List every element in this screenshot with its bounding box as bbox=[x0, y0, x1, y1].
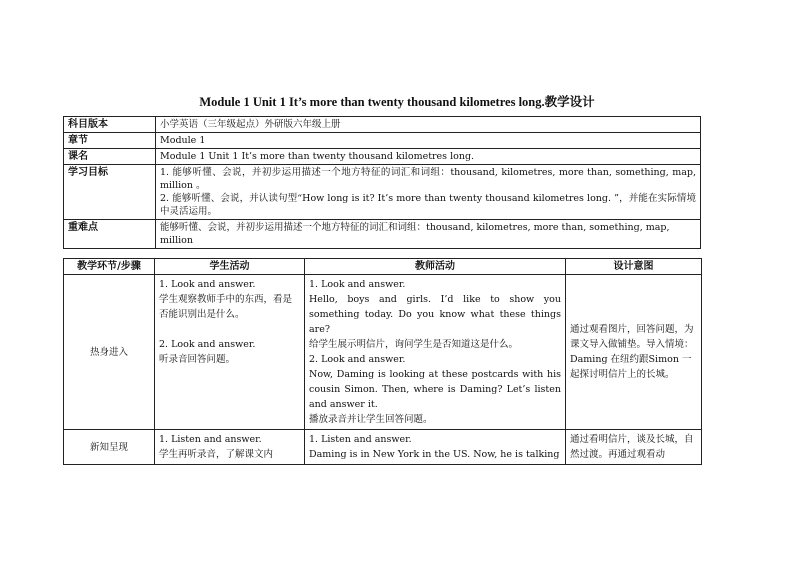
info-key: 章节 bbox=[64, 133, 156, 149]
student-line: 2. Look and answer. bbox=[159, 339, 256, 350]
teacher-line: Hello, boys and girls. I’d like to show you something today. Do you know what these things are? bbox=[309, 294, 561, 335]
stage-cell: 新知呈现 bbox=[64, 430, 155, 465]
info-key: 课名 bbox=[64, 149, 156, 165]
spacer bbox=[159, 322, 300, 337]
document-title: Module 1 Unit 1 It’s more than twenty thousand kilometres long.教学设计 bbox=[199, 95, 595, 109]
teacher-line: 1. Listen and answer. bbox=[309, 434, 412, 445]
teacher-line: 1. Look and answer. bbox=[309, 279, 406, 290]
teacher-line: 2. Look and answer. bbox=[309, 354, 406, 365]
teacher-cell bbox=[305, 275, 566, 430]
student-cell bbox=[155, 430, 305, 465]
header-row bbox=[64, 259, 702, 275]
objective-line: 2. 能够听懂、会说，并认读句型“How long is it? It’s more than twenty thousand kilometres long. ”，并能在实际情境中灵活运用。 bbox=[160, 193, 696, 217]
header-intent: 设计意图 bbox=[566, 259, 702, 275]
info-row-keypoints bbox=[64, 220, 701, 249]
student-line: 1. Listen and answer. bbox=[159, 434, 262, 445]
stage-cell: 热身进入 bbox=[64, 275, 155, 430]
info-value: 能够听懂、会说，并初步运用描述一个地方特征的词汇和词组：thousand, kilometres, more than, something, map, million bbox=[156, 220, 701, 249]
teacher-line: 播放录音并让学生回答问题。 bbox=[309, 414, 433, 425]
student-line: 听录音回答问题。 bbox=[159, 354, 236, 365]
info-row-chapter bbox=[64, 133, 701, 149]
objective-line: 1. 能够听懂、会说，并初步运用描述一个地方特征的词汇和词组：thousand, kilometres, more than, something, map, million 。 bbox=[160, 167, 696, 191]
activity-table bbox=[63, 258, 702, 465]
header-student: 学生活动 bbox=[155, 259, 305, 275]
info-key: 重难点 bbox=[64, 220, 156, 249]
student-line: 学生再听录音，了解课文内 bbox=[159, 449, 274, 460]
teacher-line: Now, Daming is looking at these postcards with his cousin Simon. Then, where is Daming? Let’s listen and answer it. bbox=[309, 369, 561, 410]
table-row bbox=[64, 430, 702, 465]
info-row-version bbox=[64, 117, 701, 133]
student-line: 1. Look and answer. bbox=[159, 279, 256, 290]
teacher-line: 给学生展示明信片，询问学生是否知道这是什么。 bbox=[309, 339, 519, 350]
info-table bbox=[63, 116, 701, 249]
header-teacher: 教师活动 bbox=[305, 259, 566, 275]
teacher-line: Daming is in New York in the US. Now, he is talking bbox=[309, 449, 560, 460]
info-key: 科目版本 bbox=[64, 117, 156, 133]
info-value bbox=[156, 165, 701, 220]
info-value: Module 1 Unit 1 It’s more than twenty thousand kilometres long. bbox=[156, 149, 701, 165]
header-stage: 教学环节/步骤 bbox=[64, 259, 155, 275]
info-value: 小学英语（三年级起点）外研版六年级上册 bbox=[156, 117, 701, 133]
info-key: 学习目标 bbox=[64, 165, 156, 220]
teacher-cell bbox=[305, 430, 566, 465]
intent-cell: 通过观看图片，回答问题，为课文导入做铺垫。导入情境：Daming 在纽约跟Simon 一起探讨明信片上的长城。 bbox=[566, 275, 702, 430]
info-row-objectives bbox=[64, 165, 701, 220]
table-row bbox=[64, 275, 702, 430]
info-value: Module 1 bbox=[156, 133, 701, 149]
info-row-lesson bbox=[64, 149, 701, 165]
student-cell bbox=[155, 275, 305, 430]
intent-cell: 通过看明信片，谈及长城，自然过渡。再通过观看动 bbox=[566, 430, 702, 465]
student-line: 学生观察教师手中的东西，看是否能识别出是什么。 bbox=[159, 294, 293, 320]
